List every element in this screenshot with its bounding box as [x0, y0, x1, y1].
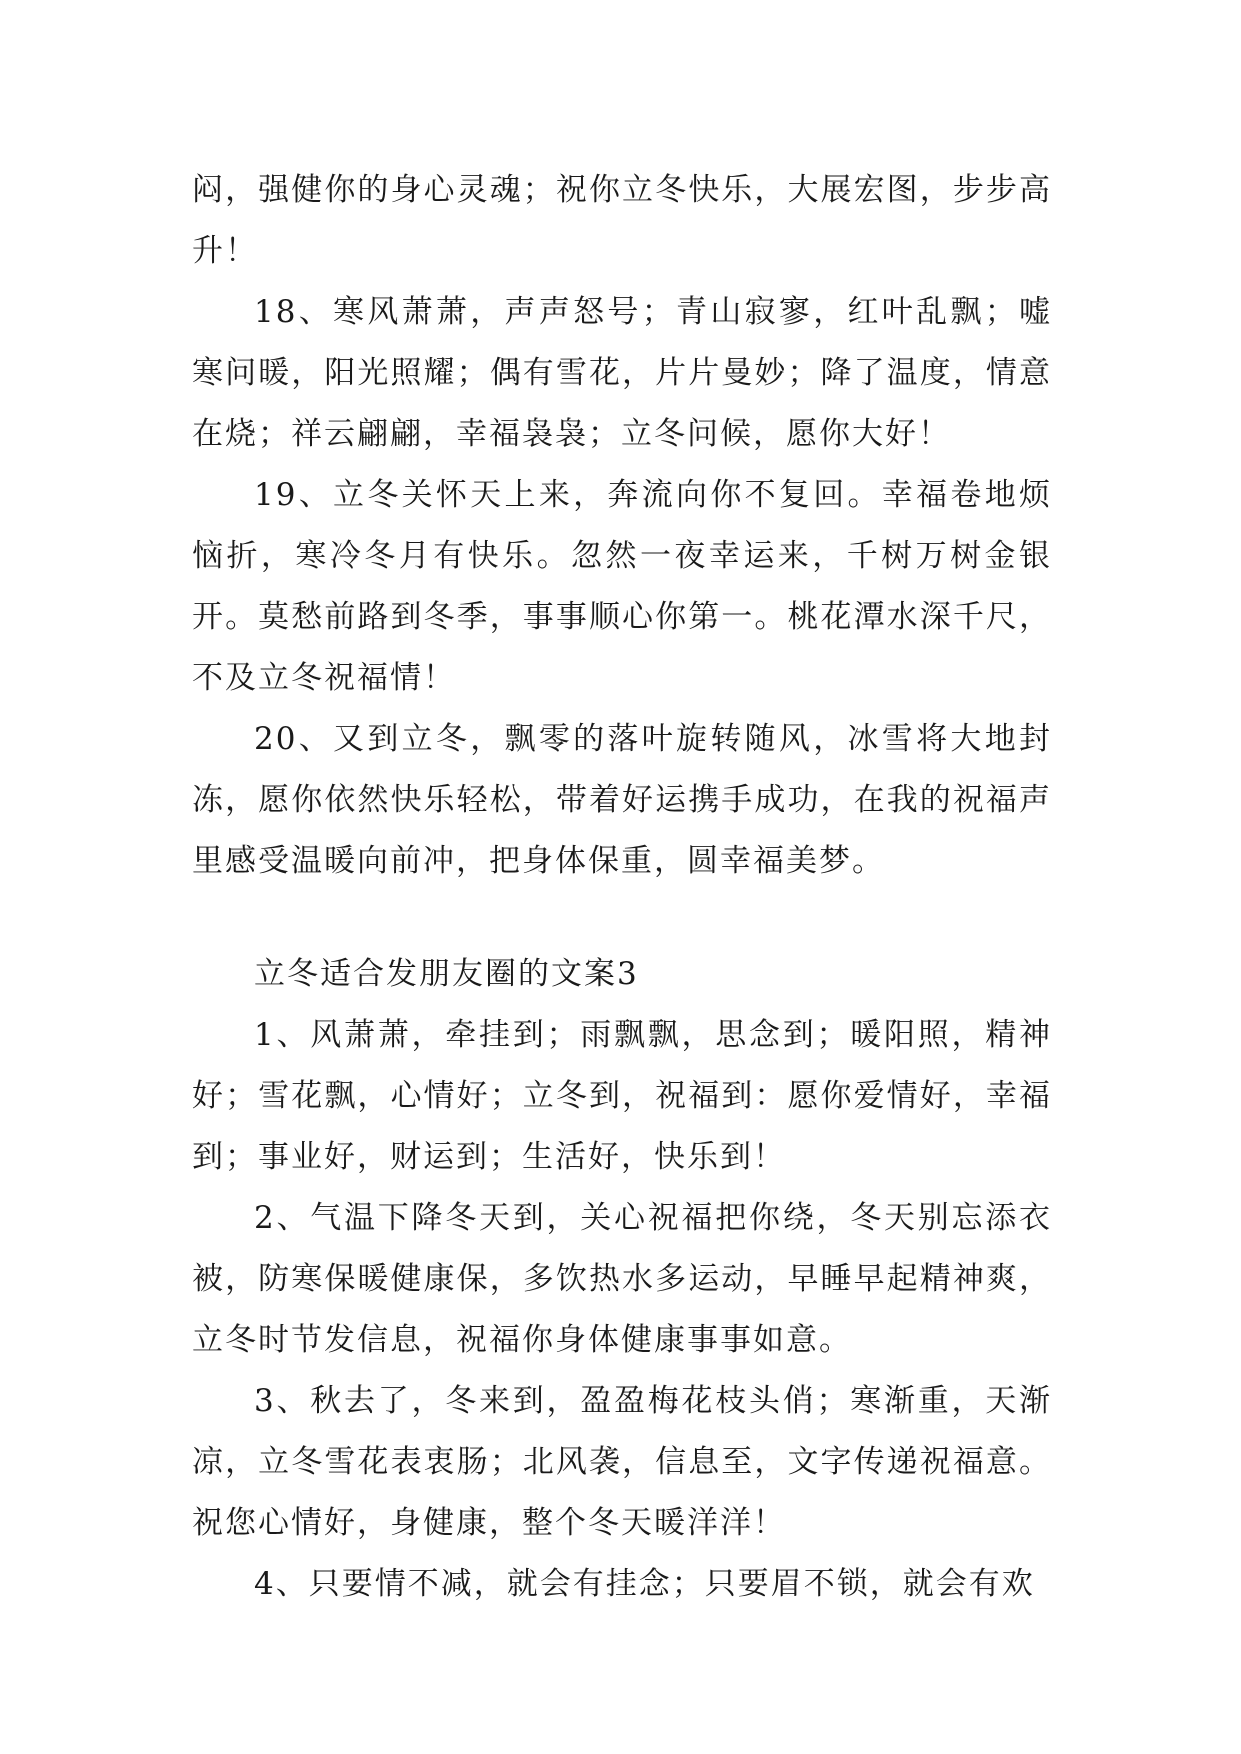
paragraph-continuation: 闷，强健你的身心灵魂；祝你立冬快乐，大展宏图，步步高升！ — [192, 172, 1052, 269]
document-body — [192, 160, 1052, 1615]
paragraph-item-18: 18、寒风萧萧，声声怒号；青山寂寥，红叶乱飘；嘘寒问暖，阳光照耀；偶有雪花，片片曼妙；降了温度，情意在烧；祥云翩翩，幸福袅袅；立冬问候，愿你大好！ — [192, 294, 1052, 452]
paragraph-item-1: 1、风萧萧，牵挂到；雨飘飘，思念到；暖阳照，精神好；雪花飘，心情好；立冬到，祝福到：愿你爱情好，幸福到；事业好，财运到；生活好，快乐到！ — [192, 1017, 1052, 1175]
paragraph-item-20: 20、又到立冬，飘零的落叶旋转随风，冰雪将大地封冻，愿你依然快乐轻松，带着好运携手成功，在我的祝福声里感受温暖向前冲，把身体保重，圆幸福美梦。 — [192, 721, 1052, 879]
section-heading: 立冬适合发朋友圈的文案3 — [254, 956, 639, 992]
paragraph-item-3: 3、秋去了，冬来到，盈盈梅花枝头俏；寒渐重，天渐凉，立冬雪花表衷肠；北风袭，信息至，文字传递祝福意。祝您心情好，身健康，整个冬天暖洋洋！ — [192, 1383, 1052, 1541]
paragraph-item-2: 2、气温下降冬天到，关心祝福把你绕，冬天别忘添衣被，防寒保暖健康保，多饮热水多运动，早睡早起精神爽，立冬时节发信息，祝福你身体健康事事如意。 — [192, 1200, 1052, 1358]
paragraph-item-4: 4、只要情不减，就会有挂念；只要眉不锁，就会有欢 — [254, 1566, 1035, 1602]
paragraph-item-19: 19、立冬关怀天上来，奔流向你不复回。幸福卷地烦恼折，寒冷冬月有快乐。忽然一夜幸运来，千树万树金银开。莫愁前路到冬季，事事顺心你第一。桃花潭水深千尺，不及立冬祝福情！ — [192, 477, 1052, 696]
